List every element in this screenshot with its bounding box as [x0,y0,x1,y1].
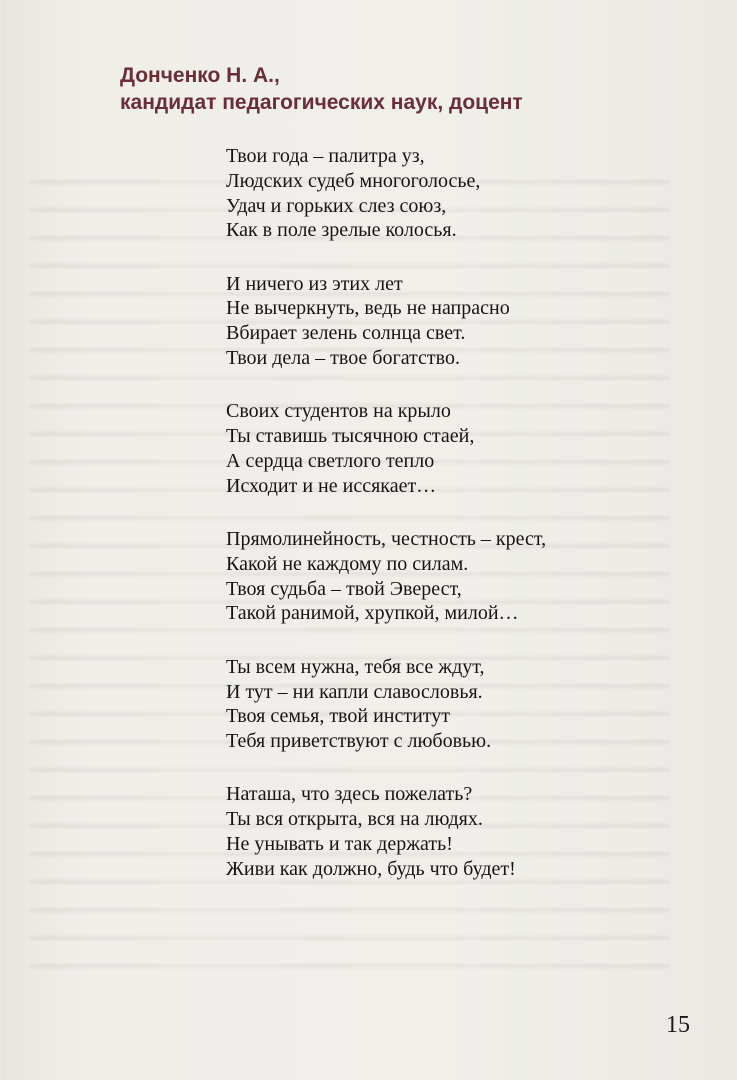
poem-line: Ты ставишь тысячною стаей, [226,425,475,448]
author-title: кандидат педагогических наук, доцент [120,91,523,114]
poem-line: Прямолинейность, честность – крест, [226,528,547,551]
poem-line: Вбирает зелень солнца свет. [226,322,466,345]
poem-line: Не вычеркнуть, ведь не напрасно [226,297,510,320]
poem-line: Твоя семья, твой институт [226,705,451,728]
poem-line: Своих студентов на крыло [226,400,451,423]
poem-line: Ты всем нужна, тебя все ждут, [226,655,485,678]
poem-line: Наташа, что здесь пожелать? [226,783,473,806]
poem-line: Тебя приветствуют с любовью. [226,730,492,753]
author-name: Донченко Н. А., [120,64,280,87]
poem-line: Как в поле зрелые колосья. [226,219,457,242]
poem-line: И ничего из этих лет [226,272,403,295]
poem-line: И тут – ни капли славословья. [226,680,483,703]
stanza [226,144,546,243]
poem-line: Такой ранимой, хрупкой, милой… [226,602,519,625]
poem-line: Твои года – палитра уз, [226,145,425,167]
poem-line: Твоя судьба – твой Эверест, [226,577,462,600]
author-heading [120,62,523,116]
poem-line: Живи как должно, будь что будет! [226,857,516,880]
stanza [226,655,546,754]
poem-line: Людских судеб многоголосье, [226,169,481,192]
poem-line: Твои дела – твое богатство. [226,347,460,370]
poem-line: Исходит и не иссякает… [226,474,437,497]
poem-line: Какой не каждому по силам. [226,552,469,575]
stanza [226,399,546,498]
poem [226,144,546,910]
poem-line: Не унывать и так держать! [226,833,453,856]
stanza [226,782,546,881]
poem-line: Удач и горьких слез союз, [226,194,447,217]
stanza [226,272,546,371]
page-number: 15 [666,1012,690,1038]
poem-line: Ты вся открыта, вся на людях. [226,808,483,831]
stanza [226,527,546,626]
poem-line: А сердца светлого тепло [226,449,435,472]
